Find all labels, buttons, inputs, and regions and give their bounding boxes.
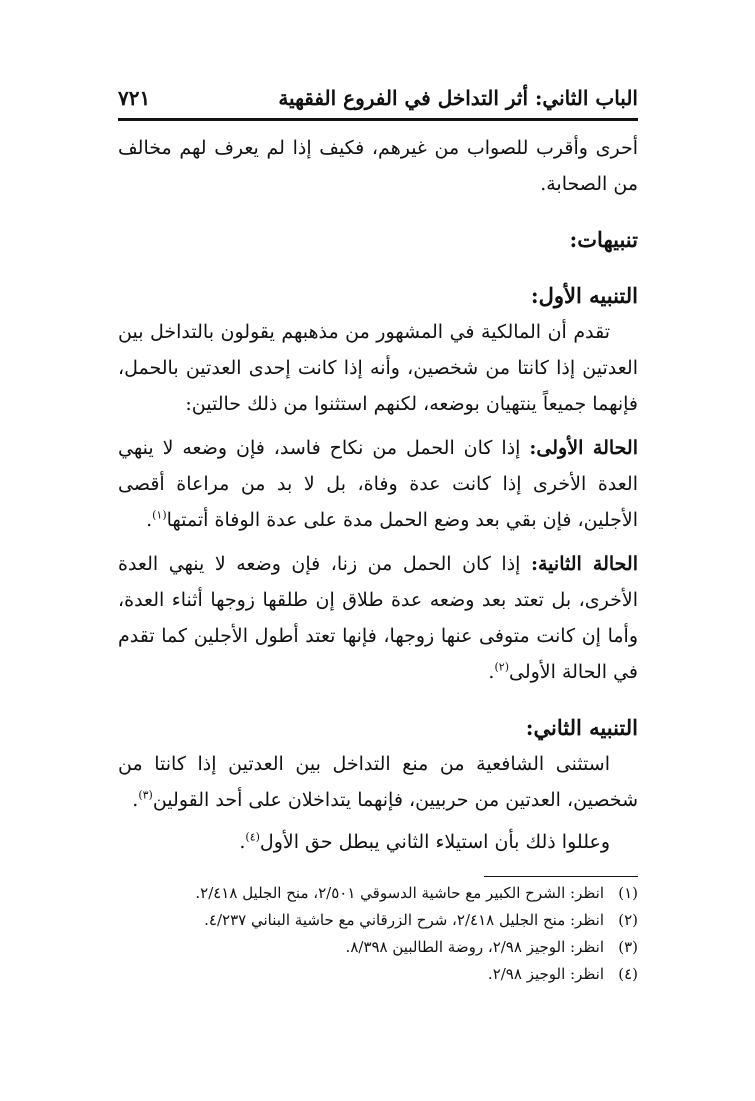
footnote-ref-1[interactable]: (١): [152, 508, 167, 522]
note2-para1-text: استثنى الشافعية من منع التداخل بين العدتين إذا كانتا من شخصين، العدتين من حربيين، فإنهما يتداخلان على أحد القولين: [118, 753, 638, 811]
footnote: [118, 880, 638, 907]
end-mark: .: [132, 789, 139, 811]
note1-case2: [118, 546, 638, 690]
footnote-ref-2[interactable]: (٢): [494, 660, 509, 674]
case1-label: الحالة الأولى:: [529, 437, 638, 459]
note1-intro: تقدم أن المالكية في المشهور من مذهبهم يقولون بالتداخل بين العدتين إذا كانتا من شخصين، وأنه إذا كانت إحدى العدتين بالحمل، فإنهما جميعاً ينتهيان بوضعه، لكنهم استثنوا من ذلك حالتين:: [118, 321, 638, 415]
note2-para1: [118, 746, 638, 818]
note2-para2: [118, 824, 638, 860]
footnote: [118, 961, 638, 988]
end-mark: .: [488, 661, 495, 683]
section-heading: تنبيهات:: [569, 227, 638, 252]
footnotes: [118, 880, 638, 988]
footnote-text: انظر: الوجيز ٢/٩٨، روضة الطالبين ٨/٣٩٨.: [345, 938, 604, 956]
note2-heading: التنبيه الثاني:: [525, 715, 638, 740]
intro-paragraph: أحرى وأقرب للصواب من غيرهم، فكيف إذا لم يعرف لهم مخالف من الصحابة.: [118, 137, 638, 195]
footnote-text: انظر: الوجيز ٢/٩٨.: [487, 965, 604, 983]
footnote: [118, 934, 638, 961]
footnote-number: (٣): [618, 938, 638, 956]
main-text: [118, 130, 638, 860]
running-header: [118, 80, 638, 110]
note2-para2-text: وعللوا ذلك بأن استيلاء الثاني يبطل حق الأول: [259, 831, 610, 853]
footnote-text: انظر: منح الجليل ٢/٤١٨، شرح الزرقاني مع حاشية البناني ٤/٢٣٧.: [204, 911, 604, 929]
footnote-number: (١): [618, 884, 638, 902]
note1-heading: التنبيه الأول:: [530, 283, 638, 308]
footnote-separator: [484, 876, 638, 877]
note1-case1: [118, 430, 638, 538]
header-rule: [118, 118, 638, 121]
footnote-ref-4[interactable]: (٤): [245, 830, 260, 844]
footnote-number: (٢): [618, 911, 638, 929]
case2-text: إذا كان الحمل من زنا، فإن وضعه لا ينهي العدة الأخرى، بل تعتد بعد وضعه عدة طلاق إن طلقها زوجها أثناء العدة، وأما إن كانت متوفى عنها زوجها، فإنها تعتد أطول الأجلين كما تقدم في الحالة الأولى: [118, 553, 639, 683]
end-mark: .: [239, 831, 246, 853]
footnote: [118, 907, 638, 934]
footnote-number: (٤): [618, 965, 638, 983]
footnote-ref-3[interactable]: (٣): [138, 788, 153, 802]
case2-label: الحالة الثانية:: [530, 553, 639, 575]
page-number: ٧٢١: [118, 86, 151, 110]
case1-text: إذا كان الحمل من نكاح فاسد، فإن وضعه لا ينهي العدة الأخرى إذا كانت عدة وفاة، بل لا بد من مراعاة أقصى الأجلين، فإن بقي بعد وضع الحمل مدة على عدة الوفاة أتمتها: [118, 437, 638, 531]
footnote-text: انظر: الشرح الكبير مع حاشية الدسوقي ٢/٥٠١، منح الجليل ٢/٤١٨.: [195, 884, 604, 902]
chapter-title: الباب الثاني: أثر التداخل في الفروع الفقهية: [278, 86, 638, 110]
end-mark: .: [146, 509, 153, 531]
